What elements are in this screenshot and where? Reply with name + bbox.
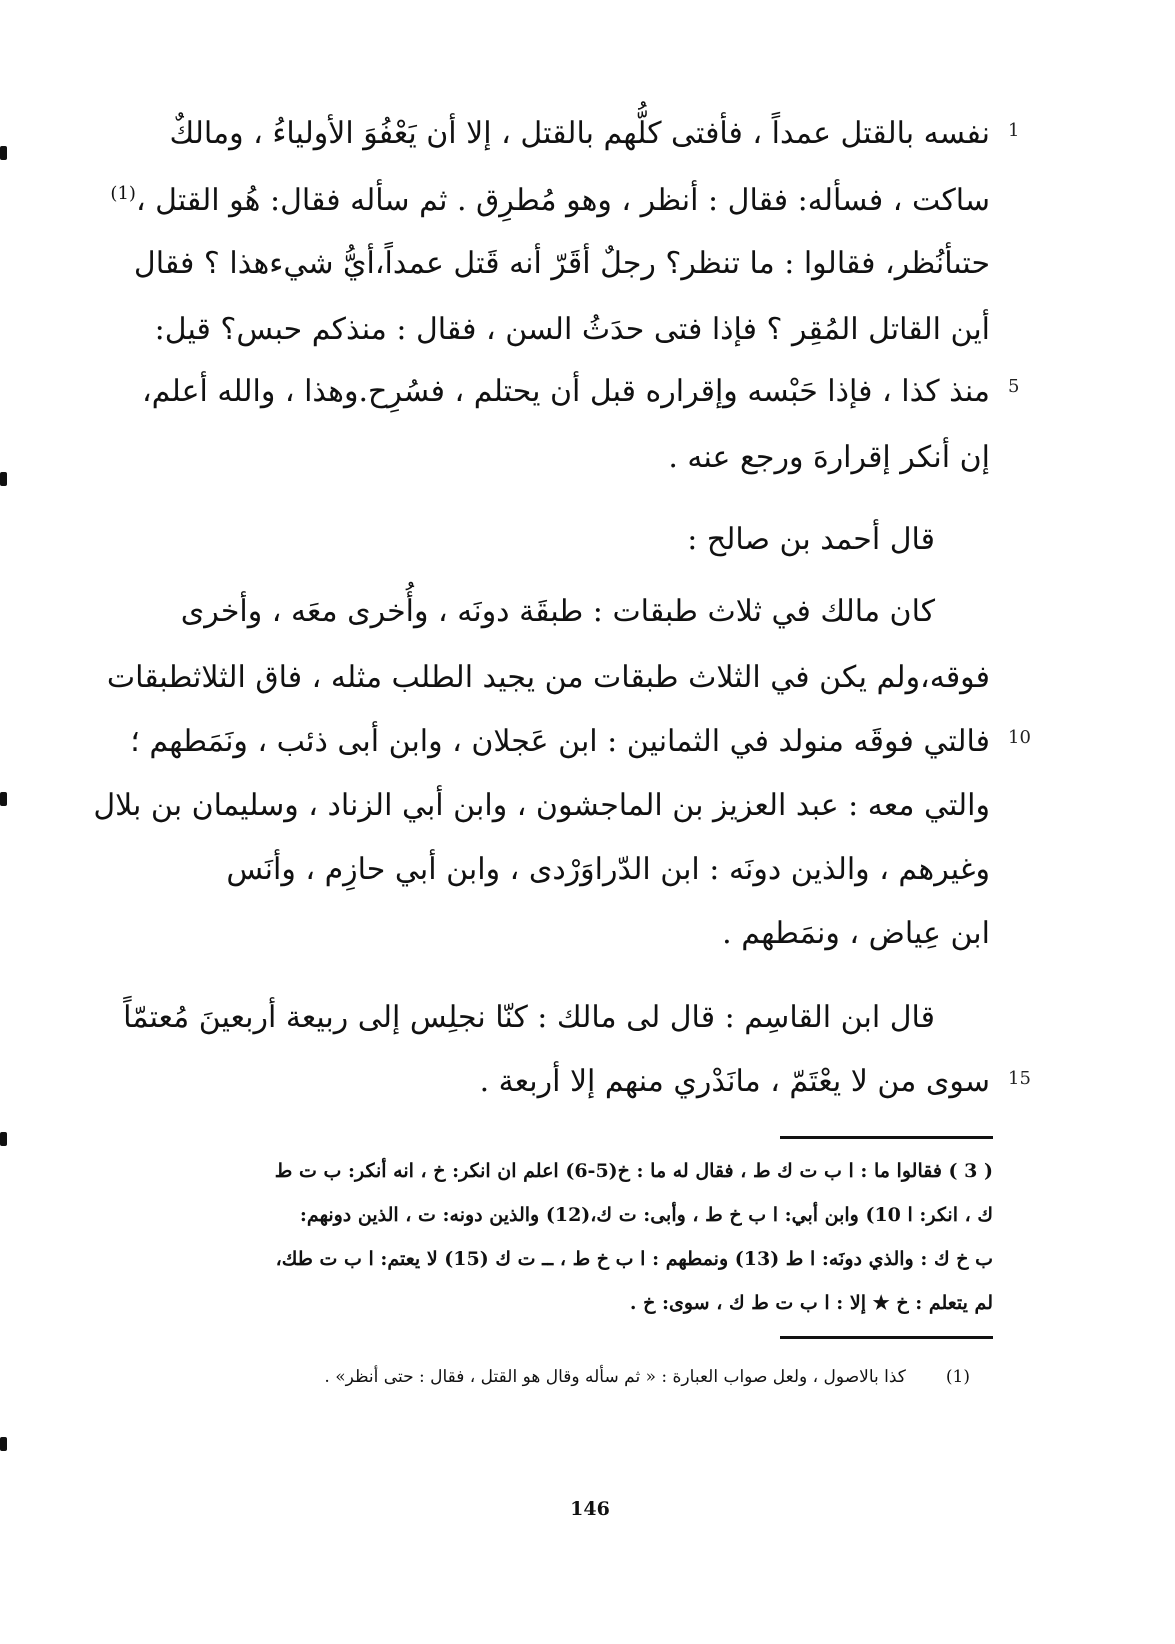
- line-number: 15: [1008, 1068, 1031, 1089]
- line-number: 10: [1008, 727, 1031, 748]
- separator-rule: [780, 1136, 993, 1139]
- apparatus-line: لم يتعلم : خ ★ إلا : ا ب ت ط ك ، سوى: خ .: [629, 1292, 993, 1314]
- text-line-content: ساكت ، فسأله: فقال : أنظر ، وهو مُطرِق . ثم سأله فقال: هُو القتل ،: [135, 183, 990, 218]
- footnote-text: كذا بالاصول ، ولعل صواب العبارة : « ثم سأله وقال هو القتل ، فقال : حتى أنظر» .: [324, 1367, 906, 1387]
- apparatus-line: ب خ ك : والذي دونَه: ا ط (13) ونمطهم : ا ب خ ط ، ــ ت ك (15) لا يعتم: ا ب ت طك،: [275, 1248, 993, 1270]
- apparatus-line: ( 3 ) فقالوا ما : ا ب ت ك ط ، فقال له ما : خ(5-6) اعلم ان انكر: خ ، انه أنكر: ب ت ط: [274, 1160, 993, 1182]
- text-line: ابن عِياض ، ونمَطهم .: [722, 916, 990, 951]
- text-line: فوقه،ولم يكن في الثلاث طبقات من يجيد الطلب مثله ، فاق الثلاثطبقات: [106, 660, 990, 695]
- text-line: سوى من لا يعْتَمّ ، مانَدْري منهم إلا أربعة .: [479, 1064, 990, 1099]
- line-number: 1: [1008, 120, 1020, 141]
- section-heading: قال أحمد بن صالح :: [687, 522, 935, 557]
- text-line: حتىأنُظر، فقالوا : ما تنظر؟ رجلٌ أقَرّ أنه قَتل عمداً،أيُّ شيءهذا ؟ فقال: [133, 246, 990, 281]
- text-line: أين القاتل المُقِر ؟ فإذا فتى حدَثُ السن ، فقال : منذكم حبس؟ قيل:: [154, 312, 990, 347]
- text-line: منذ كذا ، فإذا حَبْسه وإقراره قبل أن يحتلم ، فسُرِح.وهذا ، والله أعلم،: [141, 374, 990, 409]
- page-number: 146: [570, 1498, 610, 1520]
- footnote-marker: (1): [110, 183, 136, 204]
- scan-mark: [0, 146, 7, 160]
- text-line: نفسه بالقتل عمداً ، فأفتى كلُّهم بالقتل ، إلا أن يَعْفُوَ الأولياءُ ، ومالكٌ: [169, 116, 990, 151]
- text-line: كان مالك في ثلاث طبقات : طبقَة دونَه ، وأُخرى معَه ، وأخرى: [180, 594, 935, 629]
- footnote-number: (1): [945, 1367, 970, 1387]
- text-line: إن أنكر إقرارهَ ورجع عنه .: [668, 440, 990, 475]
- footnote: [230, 1360, 970, 1394]
- scan-mark: [0, 792, 7, 806]
- text-line: قال ابن القاسِم : قال لى مالك : كنّا نجلِس إلى ربيعة أربعينَ مُعتمّاً: [123, 1000, 935, 1035]
- text-line: والتي معه : عبد العزيز بن الماجشون ، وابن أبي الزناد ، وسليمان بن بلال: [93, 788, 990, 823]
- separator-rule: [780, 1336, 993, 1339]
- scan-mark: [0, 472, 7, 486]
- text-line: فالتي فوقَه منولد في الثمانين : ابن عَجلان ، وابن أبى ذئب ، ونَمَطهم ؛: [130, 724, 990, 759]
- main-text: [93, 0, 990, 1120]
- scan-mark: [0, 1437, 7, 1451]
- text-line: وغيرهم ، والذين دونَه : ابن الدّراوَرْدى ، وابن أبي حازِم ، وأنَس: [226, 852, 990, 887]
- text-line: [110, 164, 990, 224]
- apparatus-line: ك ، انكر: ا 10) وابن أبي: ا ب خ ط ، وأبى: ت ك،(12) والذين دونه: ت ، الذين دونهم:: [299, 1204, 993, 1226]
- scan-mark: [0, 1132, 7, 1146]
- line-number: 5: [1008, 376, 1020, 397]
